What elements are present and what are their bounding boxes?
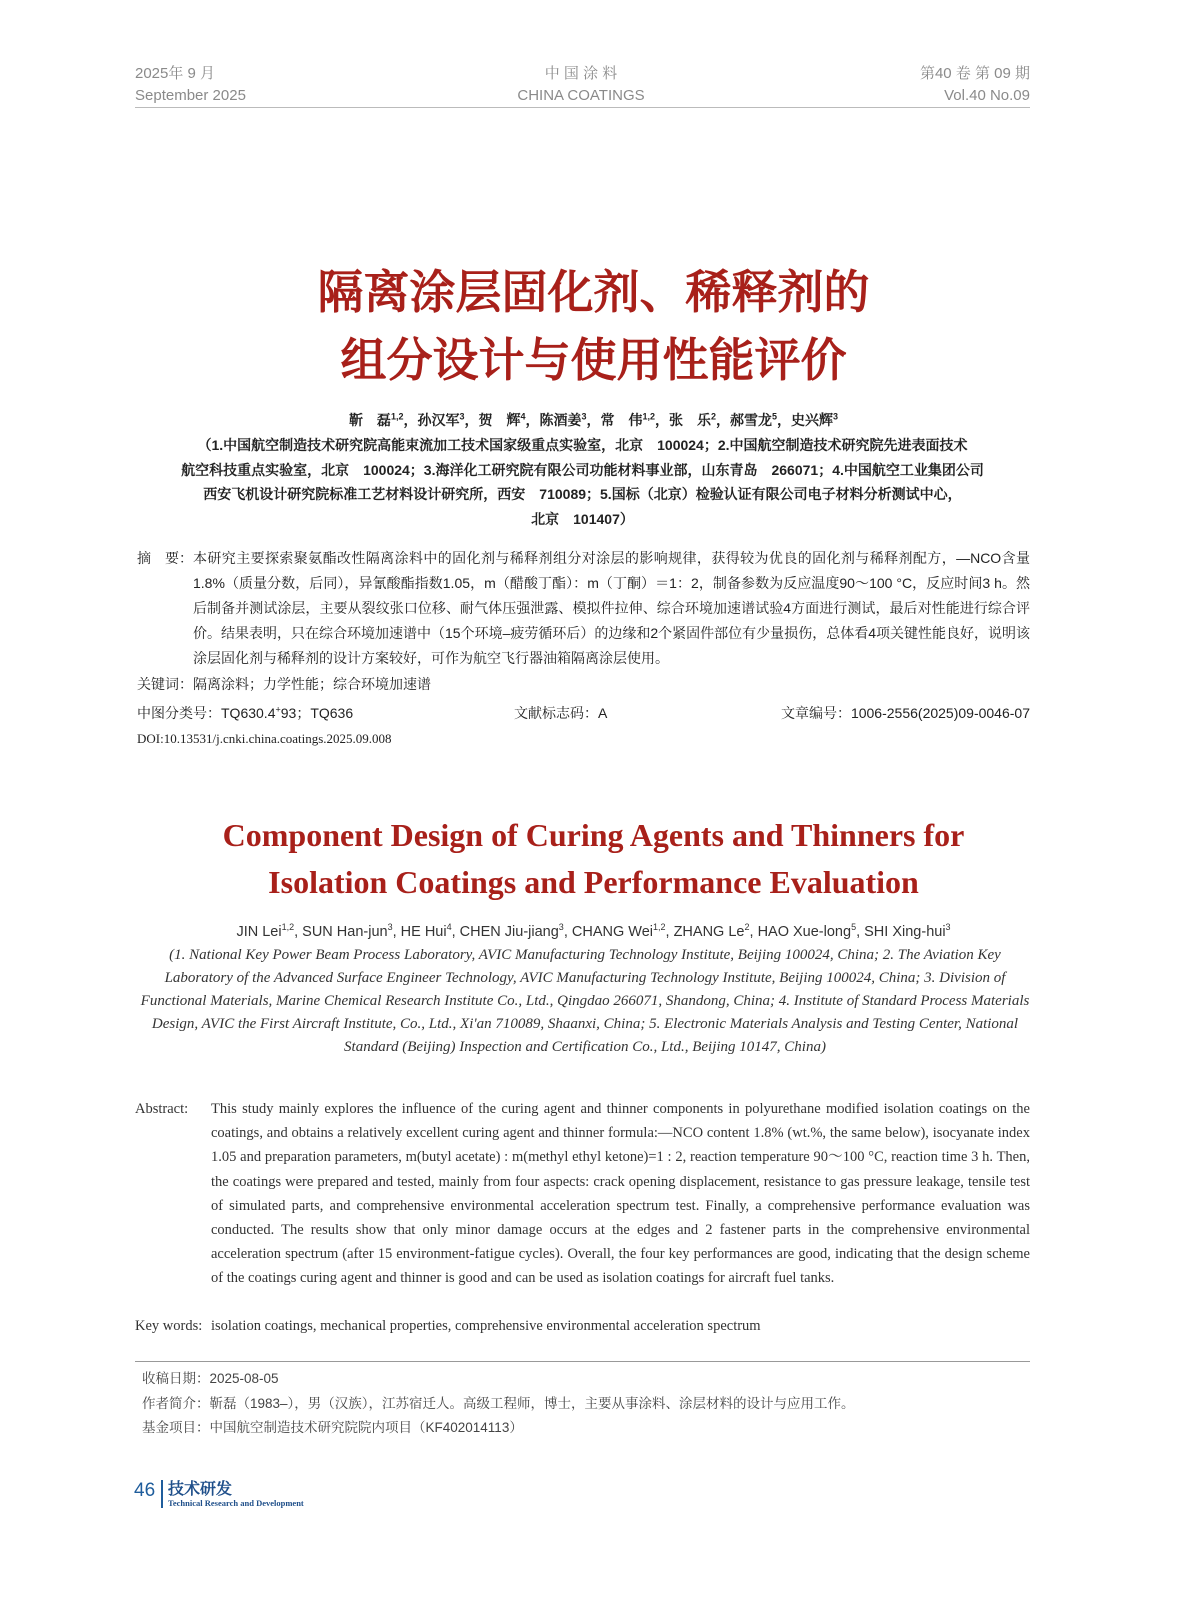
header-divider [135, 107, 1030, 108]
en-abstract-label: Abstract: [135, 1101, 189, 1117]
header-issue-cn: 第40 卷 第 09 期 [919, 65, 1030, 82]
clc-label: 中图分类号： [137, 705, 221, 721]
cn-affiliation-line: （1.中国航空制造技术研究院高能束流加工技术国家级重点实验室，北京 100024；2.中国航空制造技术研究院先进表面技术 [197, 437, 968, 453]
en-title [0, 812, 1187, 906]
article-number: 文章编号：1006-2556(2025)09-0046-07 [780, 705, 1030, 721]
header-issue [920, 63, 1030, 107]
footer-bar [161, 1480, 163, 1508]
author-affiliation-marker: 3 [387, 922, 393, 932]
en-authors: JIN Lei$^{1,2}$, SUN Han-jun$^3$, HE Hui$^4$, CHEN Jiu-jiang$^3$, CHANG Wei$^{1,2}$, ZHANG Le$^2$, HAO Xue-long$^5$, SHI Xing-hui$^3$ [236, 922, 951, 940]
cn-title [0, 258, 1187, 394]
author-affiliation-marker: 3 [459, 411, 465, 422]
author-affiliation-marker: 5 [772, 411, 778, 422]
en-keywords-text: isolation coatings, mechanical properties, comprehensive environmental acceleration spectrum [211, 1318, 761, 1334]
author-affiliation-marker: 4 [520, 411, 526, 422]
header-journal-en: CHINA COATINGS [517, 87, 645, 104]
author-affiliation-marker: 5 [851, 922, 857, 932]
header-date-cn: 2025年 9 月 [135, 65, 216, 82]
author: ZHANG Le [673, 923, 745, 940]
section-name-en: Technical Research and Development [168, 1498, 304, 1508]
author: HE Hui [400, 923, 447, 940]
author: JIN Lei [236, 923, 282, 940]
author: SUN Han-jun [302, 923, 388, 940]
cn-affiliation-line: 西安飞机设计研究院标准工艺材料设计研究所，西安 710089；5.国标（北京）检验认证有限公司电子材料分析测试中心， [203, 486, 962, 502]
en-title-line: Component Design of Curing Agents and Thinners for [222, 817, 965, 853]
author-affiliation-marker: 1,2 [390, 411, 404, 422]
document-code: 文献标志码：A [514, 705, 608, 721]
author: 靳 磊 [348, 412, 391, 428]
author-affiliation-marker: 3 [945, 922, 951, 932]
header-journal-cn: 中 国 涂 料 [544, 65, 618, 82]
author-affiliation-marker: 2 [744, 922, 750, 932]
cn-abstract-text: 本研究主要探索聚氨酯改性隔离涂料中的固化剂与稀释剂组分对涂层的影响规律，获得较为优良的固化剂与稀释剂配方，—NCO含量1.8%（质量分数，后同），异氰酸酯指数1.05，m（醋酸丁酯）：m（丁酮）＝1：2，制备参数为反应温度90～100 °C，反应时间3 h。然后制备并测试涂层，主要从裂纹张口位移、耐气体压强泄露、模拟件拉伸、综合环境加速谱试验4方面进行测试，最后对性能进行综合评价。结果表明，只在综合环境加速谱中（15个环境–疲劳循环后）的边缘和2个紧固件部位有少量损伤，总体看4项关键性能良好，说明该涂层固化剂与稀释剂的设计方案较好，可作为航空飞行器油箱隔离涂层使用。 [193, 550, 1030, 666]
author-affiliation-marker: 1,2 [652, 922, 666, 932]
cn-keywords: 关键词：隔离涂料；力学性能；综合环境加速谱 [137, 676, 431, 692]
en-title-line: Isolation Coatings and Performance Evaluation [268, 864, 919, 900]
author-affiliation-marker: 1,2 [642, 411, 656, 422]
footnote-divider [135, 1361, 1030, 1362]
funding: 基金项目：中国航空制造技术研究院院内项目（KF402014113） [142, 1420, 523, 1435]
author-affiliation-marker: 2 [711, 411, 717, 422]
author: 史兴辉 [791, 412, 834, 428]
en-keywords [135, 1318, 761, 1335]
cn-abstract [137, 546, 1030, 671]
header-date-en: September 2025 [135, 87, 246, 104]
section-name-cn: 技术研发 [168, 1481, 233, 1498]
author-bio: 作者简介：靳磊（1983–），男（汉族），江苏宿迁人。高级工程师，博士，主要从事涂料、涂层材料的设计与应用工作。 [142, 1395, 855, 1411]
cn-abstract-label: 摘 要： [137, 550, 193, 566]
clc-rest: 93；TQ636 [280, 705, 354, 721]
doi[interactable]: DOI:10.13531/j.cnki.china.coatings.2025.09.008 [137, 731, 392, 746]
author: HAO Xue-long [757, 923, 852, 940]
author: 常 伟 [600, 412, 643, 428]
author: CHANG Wei [571, 923, 653, 940]
en-keywords-label: Key words: [135, 1318, 203, 1334]
author-affiliation-marker: 4 [446, 922, 452, 932]
author: 孙汉军 [417, 412, 460, 428]
author: CHEN Jiu-jiang [459, 923, 559, 940]
clc-number [137, 703, 353, 723]
footnotes [142, 1367, 855, 1441]
page-number: 46 [134, 1480, 156, 1501]
author: SHI Xing-hui [864, 923, 946, 940]
author-affiliation-marker: 3 [558, 922, 564, 932]
cn-affiliation-line: 北京 101407） [531, 510, 634, 527]
cn-affiliation-line: 航空科技重点实验室，北京 100024；3.海洋化工研究院有限公司功能材料事业部，山东青岛 266071；4.中国航空工业集团公司 [181, 461, 984, 478]
author-affiliation-marker: 1,2 [281, 922, 295, 932]
received-date: 收稿日期：2025-08-05 [142, 1371, 279, 1386]
cn-title-line: 组分设计与使用性能评价 [340, 333, 847, 387]
author: 贺 辉 [478, 412, 521, 428]
cn-affiliations [135, 433, 1030, 531]
cn-authors: 靳 磊$^{1,2}$，孙汉军$^3$，贺 辉$^4$，陈酒姜$^3$，常 伟$^{1,2}$，张 乐$^2$，郝雪龙$^5$，史兴辉$^3$ [348, 411, 839, 428]
en-affiliations: (1. National Key Power Beam Process Laboratory, AVIC Manufacturing Technology Institute, Beijing 100024, China; 2. The Aviation Key Laboratory of the Advanced Surface Engineer Technology, AVIC Manufacturing Technology Institute, Beijing 100024, China; 3. Division of Functional Materials, Marine Chemical Research Institute Co., Ltd., Qingdao 266071, Shandong, China; 4. Institute of Standard Process Materials Design, AVIC the First Aircraft Institute, Co., Ltd., Xi'an 710089, Shaanxi, China; 5. Electronic Materials Analysis and Testing Center, National Standard (Beijing) Inspection and Certification Co., Ltd., Beijing 10147, China) [140, 947, 1030, 1055]
author: 张 乐 [669, 412, 712, 428]
cn-title-line: 隔离涂层固化剂、稀释剂的 [317, 265, 870, 319]
en-abstract-text: This study mainly explores the influence of the curing agent and thinner components in polyurethane modified isolation coatings on the coatings, and obtains a relatively excellent curing agent and thinner formula:—NCO content 1.8% (wt.%, the same below), isocyanate index 1.05 and preparation parameters, m(butyl acetate) : m(methyl ethyl ketone)=1 : 2, reaction temperature 90～100 °C, reaction time 3 h. Then, the coatings were prepared and tested, mainly from four aspects: crack opening displacement, resistance to gas pressure leakage, tensile test of simulated parts, and comprehensive environmental acceleration spectrum test. Finally, a comprehensive performance evaluation was conducted. The results show that only minor damage occurs at the edges and 2 fastener parts in the comprehensive environmental acceleration spectrum (after 15 environment-fatigue cycles). Overall, the four key performances are good, indicating that the design scheme of the coatings curing agent and thinner is good and can be used as isolation coatings for aircraft fuel tanks. [211, 1101, 1030, 1287]
header-issue-en: Vol.40 No.09 [944, 87, 1030, 104]
clc-sup: + [275, 704, 281, 715]
en-abstract [135, 1097, 1030, 1291]
author: 郝雪龙 [730, 412, 773, 428]
author-affiliation-marker: 3 [833, 411, 839, 422]
author: 陈酒姜 [539, 412, 582, 428]
author-affiliation-marker: 3 [581, 411, 587, 422]
clc-main: TQ630.4 [221, 705, 276, 721]
